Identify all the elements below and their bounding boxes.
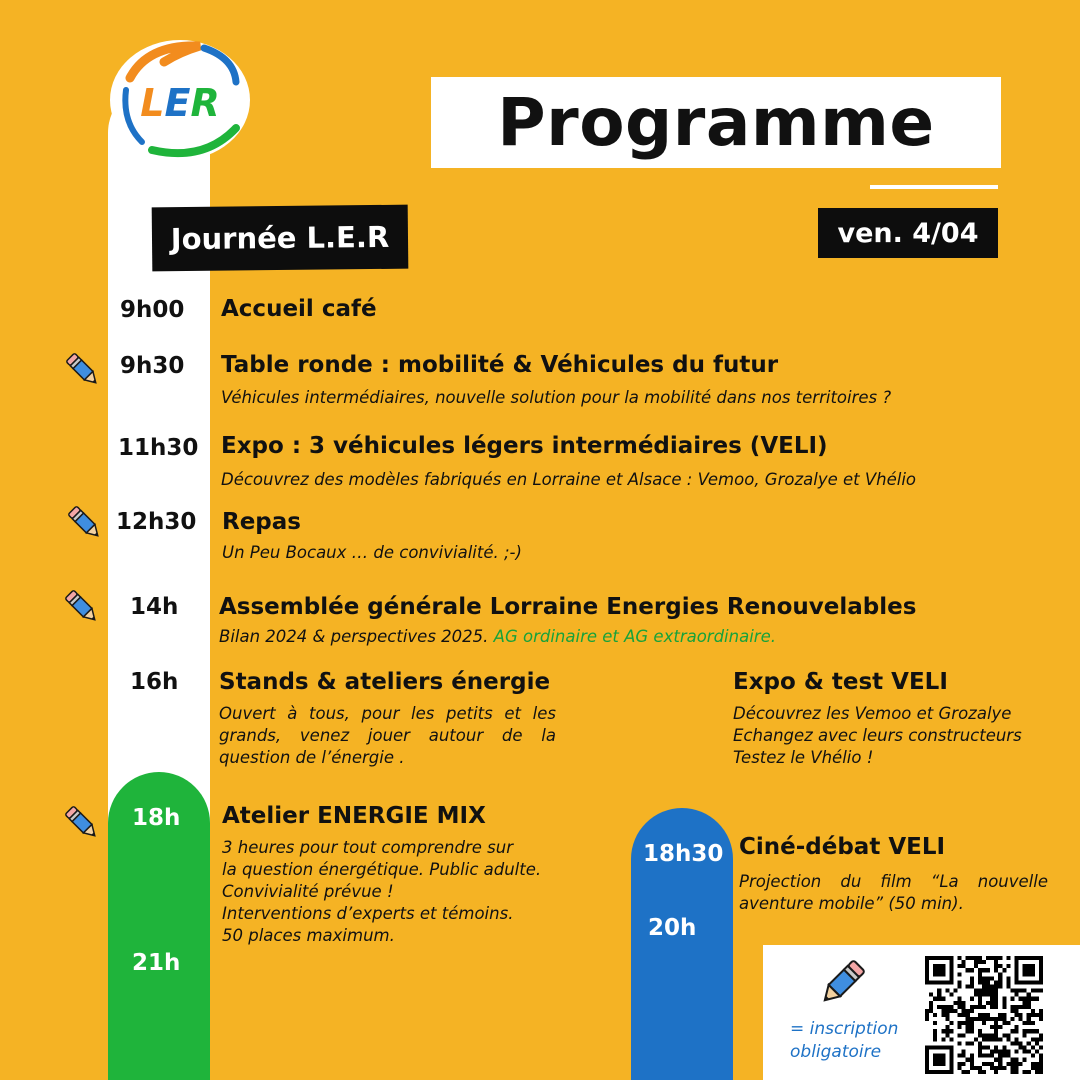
page-title: Programme — [497, 84, 935, 161]
event-title: Atelier ENERGIE MIX — [222, 803, 486, 829]
event-desc: Projection du film “La nouvelle aventure mobile” (50 min). — [739, 872, 1048, 913]
title-underline — [870, 185, 998, 189]
event-desc-highlight: AG ordinaire et AG extraordinaire. — [493, 627, 776, 646]
time-11h30: 11h30 — [118, 435, 199, 461]
ler-logo — [108, 38, 252, 162]
qr-code[interactable] — [925, 956, 1043, 1074]
desc-line: Testez le Vhélio ! — [733, 748, 874, 767]
time-16h: 16h — [130, 669, 179, 695]
event-desc — [222, 837, 541, 947]
event-title: Assemblée générale Lorraine Energies Renouvelables — [219, 594, 917, 620]
time-18h30: 18h30 — [643, 841, 724, 867]
event-title: Expo & test VELI — [733, 669, 948, 695]
time-9h30: 9h30 — [120, 353, 185, 379]
event-desc: Un Peu Bocaux … de convivialité. ;-) — [222, 543, 522, 562]
desc-line: Interventions d’experts et témoins. — [222, 904, 514, 923]
legend-text — [790, 1018, 898, 1064]
desc-line: Echangez avec leurs constructeurs — [733, 726, 1022, 745]
date-tag: ven. 4/04 — [818, 208, 998, 258]
time-14h: 14h — [130, 594, 179, 620]
desc-line: 50 places maximum. — [222, 926, 395, 945]
pencil-icon — [62, 803, 102, 843]
pencil-icon — [815, 956, 869, 1010]
pencil-icon — [63, 350, 103, 390]
event-desc: Ouvert à tous, pour les petits et les grands, venez jouer autour de la question de l’énergie . — [219, 704, 556, 767]
time-20h: 20h — [648, 915, 697, 941]
event-desc — [219, 626, 776, 648]
time-21h: 21h — [132, 950, 181, 976]
pencil-icon — [62, 587, 102, 627]
event-desc-text: Bilan 2024 & perspectives 2025. — [219, 627, 489, 646]
desc-line: Découvrez les Vemoo et Grozalye — [733, 704, 1012, 723]
time-18h: 18h — [132, 805, 181, 831]
event-title: Stands & ateliers énergie — [219, 669, 551, 695]
legend-line: obligatoire — [790, 1042, 882, 1062]
time-12h30: 12h30 — [116, 509, 197, 535]
event-desc — [733, 703, 1022, 769]
desc-line: la question énergétique. Public adulte. — [222, 860, 542, 879]
event-title: Accueil café — [221, 296, 377, 322]
logo-text: LER — [140, 81, 220, 125]
event-tag: Journée L.E.R — [152, 205, 409, 272]
event-title: Ciné-débat VELI — [739, 834, 946, 860]
event-desc: Découvrez des modèles fabriqués en Lorraine et Alsace : Vemoo, Grozalye et Vhélio — [221, 470, 917, 489]
desc-line: 3 heures pour tout comprendre sur — [222, 838, 513, 857]
legend-line: = inscription — [790, 1019, 899, 1039]
event-title: Repas — [222, 509, 301, 535]
event-desc: Véhicules intermédiaires, nouvelle solution pour la mobilité dans nos territoires ? — [221, 388, 892, 407]
desc-line: Convivialité prévue ! — [222, 882, 394, 901]
pencil-icon — [65, 503, 105, 543]
time-9h00: 9h00 — [120, 297, 185, 323]
event-title: Expo : 3 véhicules légers intermédiaires (VELI) — [221, 433, 828, 459]
event-title: Table ronde : mobilité & Véhicules du futur — [221, 352, 779, 378]
